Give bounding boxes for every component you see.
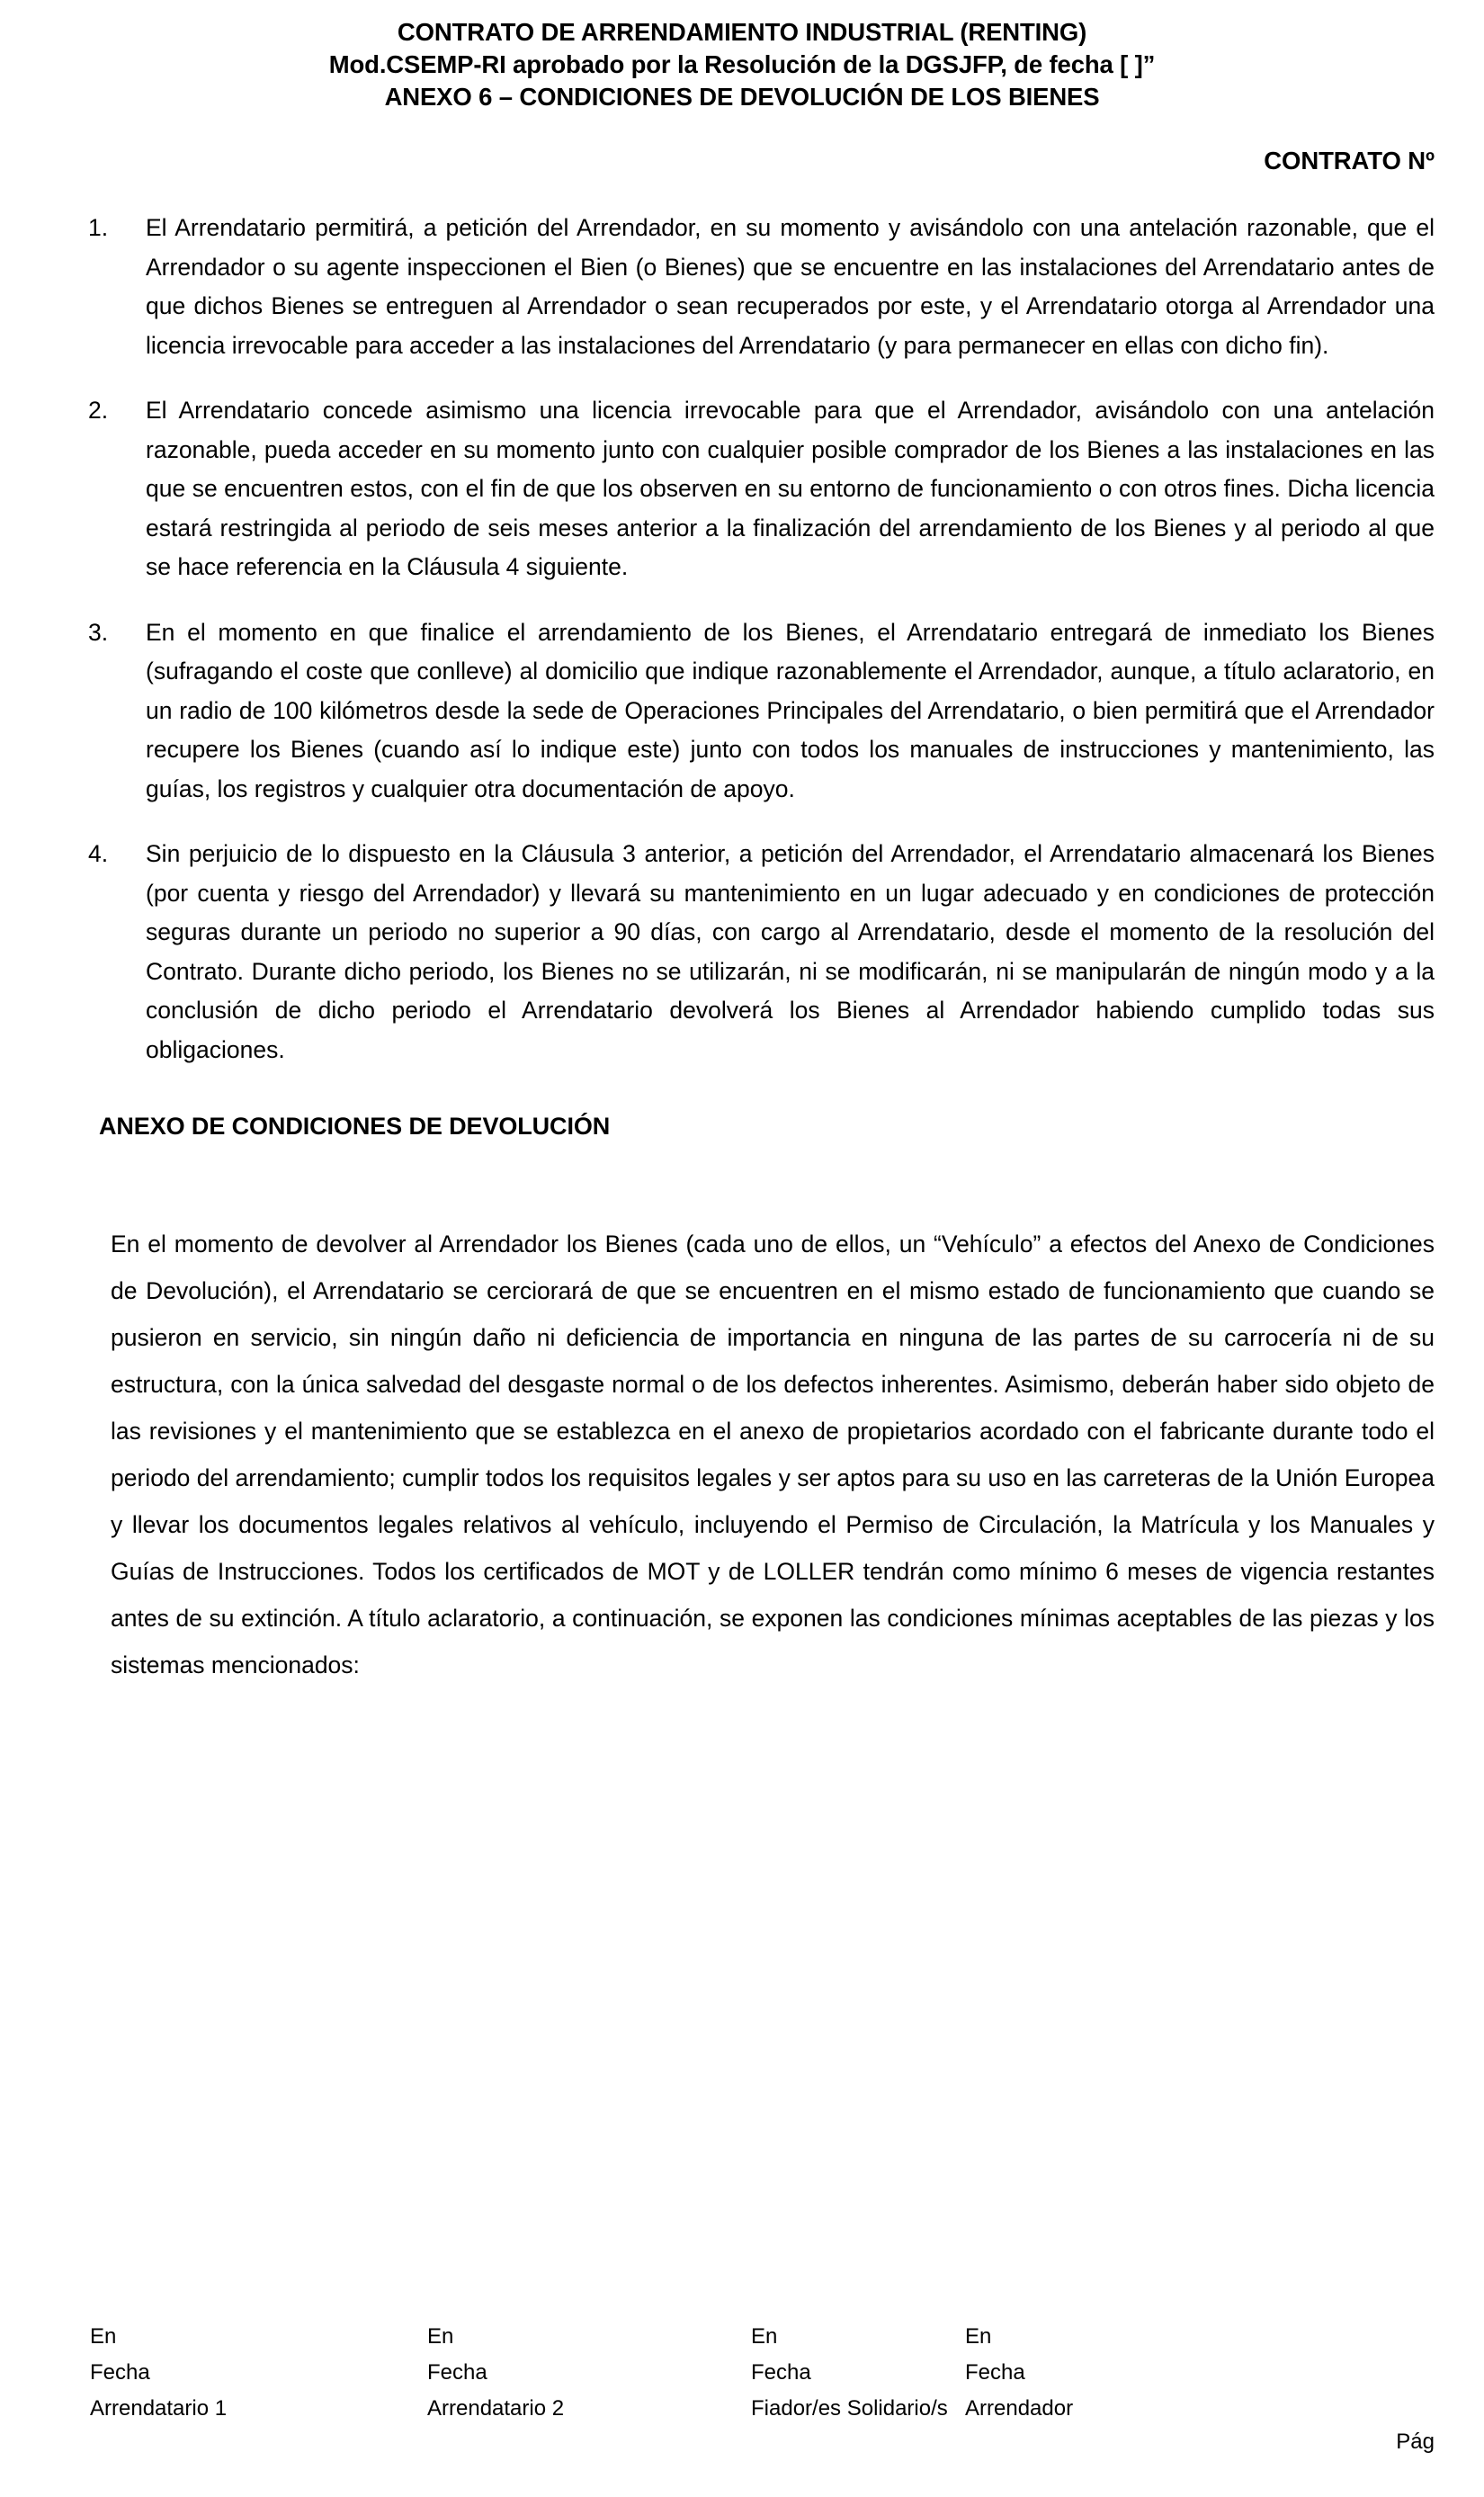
page-footer-label: Pág xyxy=(1396,2430,1435,2454)
clause-list xyxy=(88,209,1435,1070)
signature-column-arrendatario-1 xyxy=(90,2319,427,2427)
section-heading: ANEXO DE CONDICIONES DE DEVOLUCIÓN xyxy=(99,1113,611,1140)
document-title-block xyxy=(0,0,1484,113)
signature-role-label: Fiador/es Solidario/s xyxy=(751,2396,948,2421)
clause-item xyxy=(88,209,1435,365)
signature-column-fiador xyxy=(751,2319,965,2427)
signature-date-label: Fecha xyxy=(965,2360,1025,2385)
signature-role-label: Arrendatario 1 xyxy=(90,2396,228,2421)
contract-number-label: CONTRATO Nº xyxy=(1264,147,1435,175)
signature-date-label: Fecha xyxy=(90,2360,150,2385)
signature-column-arrendatario-2 xyxy=(427,2319,751,2427)
clause-text: Sin perjuicio de lo dispuesto en la Cláusula 3 anterior, a petición del Arrendador, el Arrendatario almacenará los Bienes (por cuenta y riesgo del Arrendador) y llevará su mantenimiento en un lugar adecuado y en condiciones de protección seguras durante un periodo no superior a 90 días, con cargo al Arrendatario, desde el momento de la resolución del Contrato. Durante dicho periodo, los Bienes no se utilizarán, ni se modificarán, ni se manipularán de ningún modo y a la conclusión de dicho periodo el Arrendatario devolverá los Bienes al Arrendador habiendo cumplido todas sus obligaciones. xyxy=(146,840,1435,1063)
clause-text: En el momento en que finalice el arrendamiento de los Bienes, el Arrendatario entregará de inmediato los Bienes (sufragando el coste que conlleve) al domicilio que indique razonablemente el Arrendador, aunque, a título aclaratorio, en un radio de 100 kilómetros desde la sede de Operaciones Principales del Arrendatario, o bien permitirá que el Arrendador recupere los Bienes (cuando así lo indique este) junto con todos los manuales de instrucciones y mantenimiento, las guías, los registros y cualquier otra documentación de apoyo. xyxy=(146,618,1435,802)
clause-number: 2. xyxy=(88,397,109,424)
signature-role-label: Arrendador xyxy=(965,2396,1074,2421)
clause-number: 1. xyxy=(88,214,109,241)
signature-date-label: Fecha xyxy=(427,2360,487,2385)
signature-place-label: En xyxy=(965,2324,992,2349)
document-title-line-3: ANEXO 6 – CONDICIONES DE DEVOLUCIÓN DE LOS BIENES xyxy=(384,83,1100,111)
clause-number: 3. xyxy=(88,618,109,646)
clause-text: El Arrendatario permitirá, a petición del Arrendador, en su momento y avisándolo con una antelación razonable, que el Arrendador o su agente inspeccionen el Bien (o Bienes) que se encuentre en las instalaciones del Arrendatario antes de que dichos Bienes se entreguen al Arrendador o sean recuperados por este, y el Arrendatario otorga al Arrendador una licencia irrevocable para acceder a las instalaciones del Arrendatario (y para permanecer en ellas con dicho fin). xyxy=(146,214,1435,359)
clause-item xyxy=(88,391,1435,587)
signature-place-label: En xyxy=(90,2324,117,2349)
clause-number: 4. xyxy=(88,840,109,867)
signature-place-label: En xyxy=(427,2324,454,2349)
clause-text: El Arrendatario concede asimismo una licencia irrevocable para que el Arrendador, avisándolo con una antelación razonable, pueda acceder en su momento junto con cualquier posible comprador de los Bienes a las instalaciones en las que se encuentren estos, con el fin de que los observen en su entorno de funcionamiento o con otros fines. Dicha licencia estará restringida al periodo de seis meses anterior a la finalización del arrendamiento de los Bienes y al periodo al que se hace referencia en la Cláusula 4 siguiente. xyxy=(146,397,1435,580)
signature-place-label: En xyxy=(751,2324,778,2349)
contract-number-row xyxy=(0,146,1484,176)
document-title-line-1: CONTRATO DE ARRENDAMIENTO INDUSTRIAL (RENTING) xyxy=(397,18,1087,46)
body-paragraph: En el momento de devolver al Arrendador los Bienes (cada uno de ellos, un “Vehículo” a efectos del Anexo de Condiciones de Devolución), el Arrendatario se cerciorará de que se encuentren en el mismo estado de funcionamiento que cuando se pusieron en servicio, sin ningún daño ni deficiencia de importancia en ninguna de las partes de su carrocería ni de su estructura, con la única salvedad del desgaste normal o de los defectos inherentes. Asimismo, deberán haber sido objeto de las revisiones y el mantenimiento que se establezca en el anexo de propietarios acordado con el fabricante durante todo el periodo del arrendamiento; cumplir todos los requisitos legales y ser aptos para su uso en las carreteras de la Unión Europea y llevar los documentos legales relativos al vehículo, incluyendo el Permiso de Circulación, la Matrícula y los Manuales y Guías de Instrucciones. Todos los certificados de MOT y de LOLLER tendrán como mínimo 6 meses de vigencia restantes antes de su extinción. A título aclaratorio, a continuación, se exponen las condiciones mínimas aceptables de las piezas y los sistemas mencionados: xyxy=(111,1231,1435,1678)
signature-role-label: Arrendatario 2 xyxy=(427,2396,565,2421)
signature-block xyxy=(0,2319,1484,2427)
clause-item xyxy=(88,835,1435,1070)
signature-column-arrendador xyxy=(965,2319,1235,2427)
document-title-line-2: Mod.CSEMP-RI aprobado por la Resolución de la DGSJFP, de fecha [ ]” xyxy=(328,50,1156,78)
clause-item xyxy=(88,613,1435,810)
signature-date-label: Fecha xyxy=(751,2360,811,2385)
